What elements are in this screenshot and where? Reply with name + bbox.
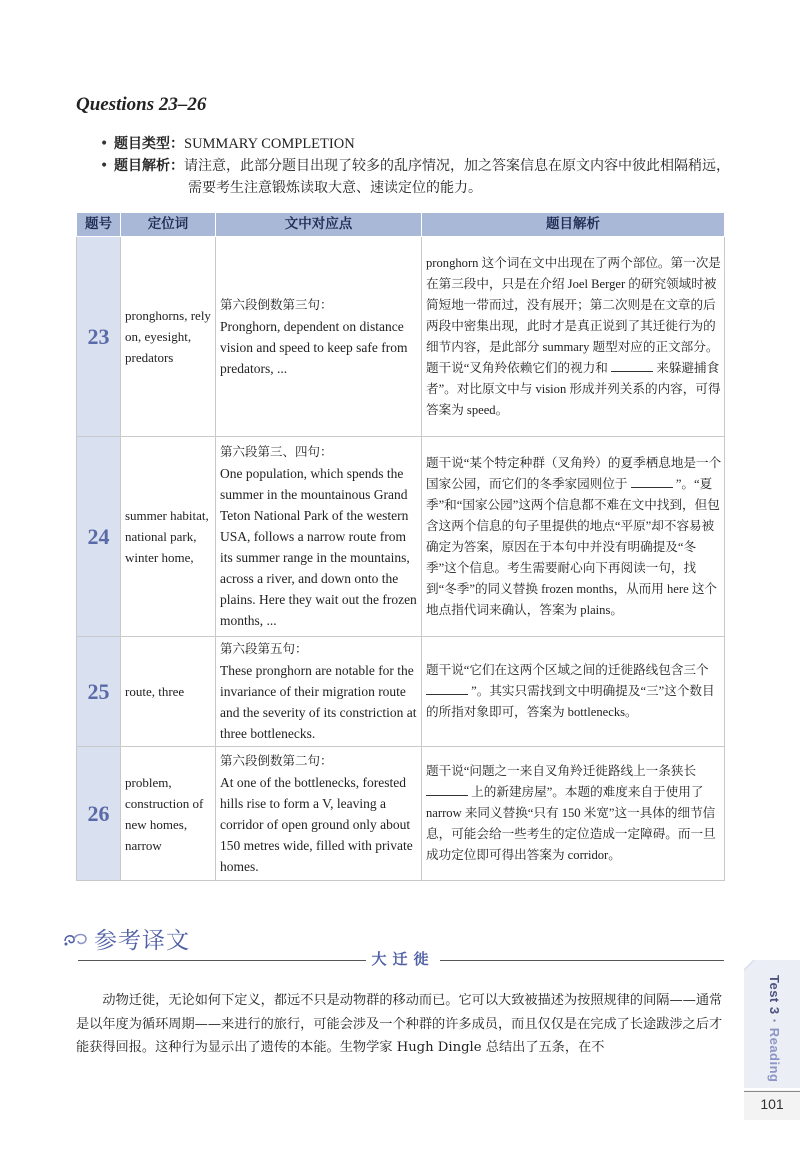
analysis-text: ”。其实只需找到文中明确提及“三”这个数目的所指对象即可，答案为 bottlenecks。 xyxy=(426,684,715,719)
context-text: Pronghorn, dependent on distance vision and speed to keep safe from predators, ... xyxy=(220,318,408,376)
analysis-table xyxy=(76,212,725,881)
keywords-text: pronghorns, rely on, eyesight, predators xyxy=(125,308,211,365)
keywords-cell xyxy=(121,237,216,437)
answer-blank xyxy=(426,783,468,796)
question-number: 24 xyxy=(77,437,121,637)
keywords-cell xyxy=(121,437,216,637)
question-number: 26 xyxy=(77,747,121,881)
context-label: 第六段第五句： xyxy=(220,642,308,656)
analysis-text: 题干说“叉角羚依赖它们的视力和 xyxy=(426,360,608,375)
table-row xyxy=(77,747,725,881)
divider-line xyxy=(440,960,724,961)
context-label: 第六段第三、四句： xyxy=(220,445,333,459)
context-label: 第六段倒数第二句： xyxy=(220,753,333,768)
translation-paragraph: 动物迁徙，无论如何下定义，都远不只是动物群的移动而已。它可以大致被描述为按照规律的间隔——通常是以年度为循环周期——来进行的旅行，可能会涉及一个种群的许多成员，而且仅仅是在完成了长途跋涉之后才能获得回报。这种行为显示出了遗传的本能。生物学家 Hugh Dingle 总结出了五条，在不 xyxy=(76,993,723,1055)
table-row xyxy=(77,237,725,437)
question-type-value: SUMMARY COMPLETION xyxy=(184,136,355,152)
context-cell xyxy=(216,237,422,437)
question-info xyxy=(100,133,730,199)
page-number-rule xyxy=(744,1091,800,1092)
question-type-key: 题目类型： xyxy=(114,136,184,152)
section-tab-label xyxy=(760,975,782,1083)
question-analysis-continued: 需要考生注意锻炼读取大意、速读定位的能力。 xyxy=(188,180,482,196)
keywords-text: problem, construction of new homes, narrow xyxy=(125,774,204,853)
context-cell xyxy=(216,437,422,637)
section-name: Reading xyxy=(767,1027,782,1083)
analysis-text: 题干说“问题之一来自叉角羚迁徙路线上一条狭长 xyxy=(426,764,697,778)
analysis-text: pronghorn 这个词在文中出现在了两个部位。第一次是在第三段中，只是在介绍 Joel Berger 的研究领域时被简短地一带而过，没有展开；第二次则是在文章的后两段中密集出现，此时才是真正说到了其迁徙行为的细节内容，是此部分 summary 题型对应的正文部分。 xyxy=(426,255,721,354)
separator-dot: · xyxy=(767,1018,782,1024)
answer-blank xyxy=(426,682,468,695)
keywords-text: summer habitat, national park, winter home, xyxy=(125,508,209,565)
header-number: 题号 xyxy=(77,213,121,237)
translation-section-title: 参考译文 xyxy=(94,928,190,954)
analysis-cell xyxy=(422,747,725,881)
analysis-cell xyxy=(422,637,725,747)
analysis-cell xyxy=(422,437,725,637)
test-label: Test 3 xyxy=(767,975,782,1015)
analysis-cell xyxy=(422,237,725,437)
keywords-text: route, three xyxy=(125,684,185,699)
questions-heading: Questions 23–26 xyxy=(76,94,207,115)
context-text: One population, which spends the summer in the mountainous Grand Teton National Park of the western USA, follows a narrow route from its summer range in the mountains, across a river, and down onto the plains. Here they wait out the frozen months, ... xyxy=(220,466,417,628)
analysis-text: 题干说“某个特定种群（叉角羚）的夏季栖息地是一个国家公园，而它们的冬季家园则位于 xyxy=(426,455,722,491)
bullet-icon: • xyxy=(100,158,109,174)
page-number: 101 xyxy=(760,1096,784,1112)
answer-blank xyxy=(611,359,653,372)
table-row xyxy=(77,637,725,747)
header-keywords: 定位词 xyxy=(121,213,216,237)
question-type-line xyxy=(100,133,730,155)
divider-line xyxy=(78,960,366,961)
context-cell xyxy=(216,747,422,881)
analysis-text: 上的新建房屋”。本题的难度来自于使用了 narrow 来同义替换“只有 150 米宽”这一具体的细节信息，可能会给一些考生的定位造成一定障碍。而一旦成功定位即可得出答案为 corridor。 xyxy=(426,785,716,862)
context-text: At one of the bottlenecks, forested hills rise to form a V, leaving a corridor of open ground only about 150 metres wide, filled with private homes. xyxy=(220,774,413,874)
question-number: 25 xyxy=(77,637,121,747)
question-number: 23 xyxy=(77,237,121,437)
article-title: 大迁徙 xyxy=(371,950,435,968)
keywords-cell xyxy=(121,747,216,881)
question-analysis-key: 题目解析： xyxy=(114,158,184,174)
swirl-icon xyxy=(62,929,90,949)
analysis-text: ”。“夏季”和“国家公园”这两个信息都不难在文中找到，但包含这两个信息的句子里提供的地点“平原”却不容易被确定为答案，原因在于本句中并没有明确提及“冬季”这个信息。考生需要耐心向下再阅读一句，找到“冬季”的同义替换 frozen months，从而用 here 这个地点指代词来确认，答案为 plains。 xyxy=(426,476,720,617)
translation-section-header xyxy=(62,922,190,955)
table-header-row xyxy=(77,213,725,237)
bullet-icon: • xyxy=(100,136,109,152)
analysis-text: 来躲避捕食者”。对比原文中与 vision 形成并列关系的内容，可得答案为 speed。 xyxy=(426,360,721,417)
analysis-text: 题干说“它们在这两个区域之间的迁徙路线包含三个 xyxy=(426,663,709,677)
table-row xyxy=(77,437,725,637)
keywords-cell xyxy=(121,637,216,747)
question-analysis-value: 请注意，此部分题目出现了较多的乱序情况，加之答案信息在原文内容中彼此相隔稍远， xyxy=(184,158,730,174)
header-context: 文中对应点 xyxy=(216,213,422,237)
header-analysis: 题目解析 xyxy=(422,213,725,237)
question-analysis-line xyxy=(100,155,730,177)
context-label: 第六段倒数第三句： xyxy=(220,297,333,312)
context-cell xyxy=(216,637,422,747)
answer-blank xyxy=(631,475,673,488)
context-text: These pronghorn are notable for the invariance of their migration route and the severity of its constriction at three bottlenecks. xyxy=(220,663,417,741)
